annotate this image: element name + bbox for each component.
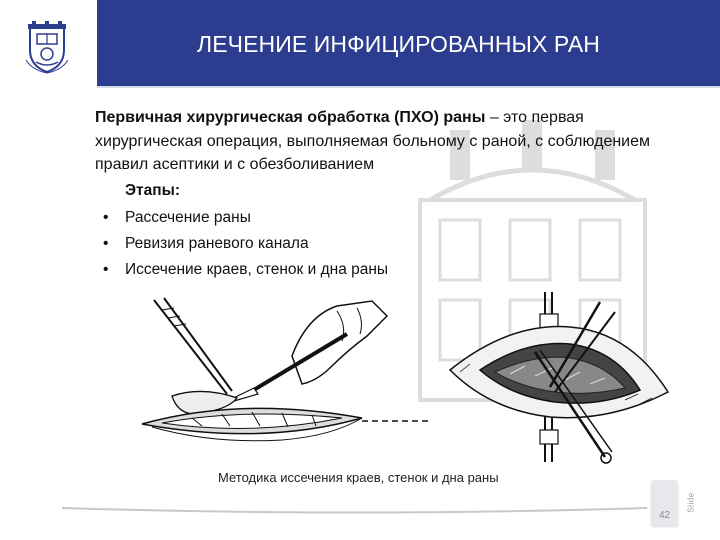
stages-title: Этапы: <box>125 182 180 199</box>
list-item <box>103 209 388 235</box>
list-item <box>103 261 388 287</box>
stage-label: Ревизия раневого канала <box>125 235 309 252</box>
bullet: • <box>103 235 109 252</box>
page-title: ЛЕЧЕНИЕ ИНФИЦИРОВАННЫХ РАН <box>197 31 600 57</box>
stages-list <box>103 209 388 287</box>
university-crest-icon <box>22 20 72 74</box>
stage-label: Иссечение краев, стенок и дна раны <box>125 261 389 278</box>
definition-text: это первая хирургическая операция, выполняемая больному с раной, с соблюдением правил асептики и с обезболиванием <box>95 109 651 173</box>
page-number-badge <box>651 480 678 526</box>
logo-area <box>0 0 92 92</box>
title-bar <box>97 0 720 88</box>
definition-separator: – <box>485 109 504 126</box>
bullet: • <box>103 209 109 226</box>
page-number: 42 <box>658 510 671 521</box>
figure-caption: Методика иссечения краев, стенок и дна раны <box>218 470 499 485</box>
definition-paragraph <box>95 106 665 177</box>
slide-label: Slide <box>686 492 696 513</box>
wound-revision-illustration <box>440 292 672 464</box>
wound-excision-illustration <box>132 296 432 461</box>
list-item <box>103 235 388 261</box>
title-bar-underline <box>97 86 720 88</box>
bullet: • <box>103 261 109 278</box>
footer-shadow-line <box>62 502 647 516</box>
stage-label: Рассечение раны <box>125 209 251 226</box>
definition-term: Первичная хирургическая обработка (ПХО) раны <box>95 109 486 126</box>
